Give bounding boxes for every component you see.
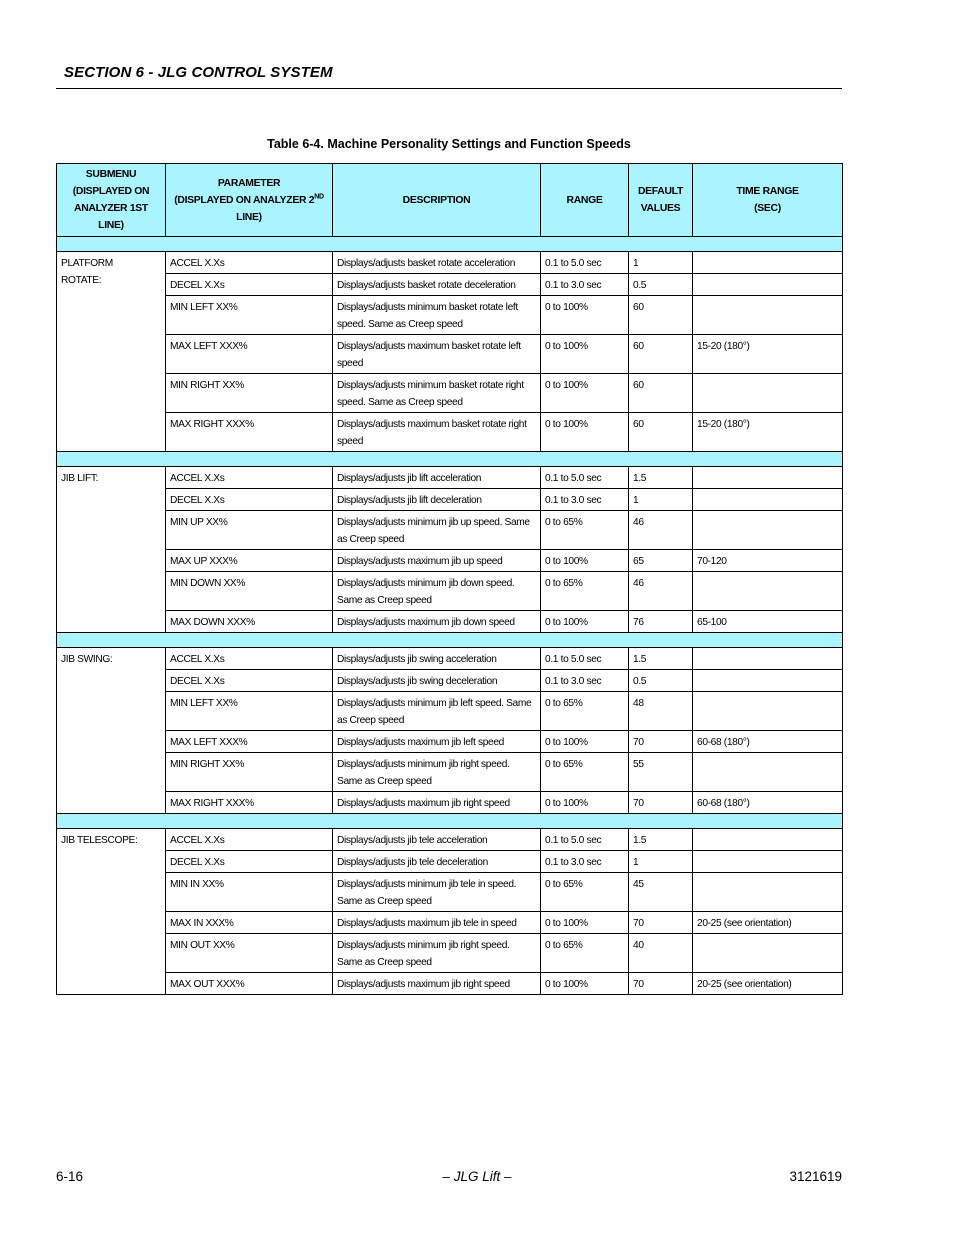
range-cell: 0 to 100% <box>541 912 629 934</box>
table-row <box>57 873 843 912</box>
table-title: Table 6-4. Machine Personality Settings and Function Speeds <box>267 137 631 151</box>
range-cell: 0.1 to 5.0 sec <box>541 252 629 274</box>
parameter-cell: MIN OUT XX% <box>166 934 333 973</box>
range-cell: 0 to 100% <box>541 611 629 633</box>
parameter-cell: MIN RIGHT XX% <box>166 374 333 413</box>
time-range-cell <box>693 489 843 511</box>
column-header-line: LINE) <box>236 211 262 223</box>
description-cell: Displays/adjusts jib tele acceleration <box>333 829 541 851</box>
group-separator-cell <box>57 633 843 648</box>
range-cell: 0 to 100% <box>541 550 629 572</box>
column-header-default <box>629 164 693 237</box>
default-value-cell: 46 <box>629 572 693 611</box>
column-header-line: (SEC) <box>754 203 781 214</box>
default-value-cell: 65 <box>629 550 693 572</box>
parameter-cell: DECEL X.Xs <box>166 851 333 873</box>
description-cell: Displays/adjusts jib tele deceleration <box>333 851 541 873</box>
description-cell: Displays/adjusts maximum basket rotate left speed <box>333 335 541 374</box>
column-header-description: DESCRIPTION <box>333 164 541 237</box>
default-value-cell: 60 <box>629 413 693 452</box>
range-cell: 0 to 100% <box>541 335 629 374</box>
description-cell: Displays/adjusts maximum jib tele in speed <box>333 912 541 934</box>
parameter-cell: DECEL X.Xs <box>166 670 333 692</box>
description-cell: Displays/adjusts minimum jib right speed. Same as Creep speed <box>333 753 541 792</box>
table-header-row <box>57 164 843 237</box>
submenu-cell <box>57 467 166 633</box>
table-row <box>57 670 843 692</box>
default-value-cell: 1 <box>629 489 693 511</box>
default-value-cell: 0.5 <box>629 274 693 296</box>
parameter-cell: MAX RIGHT XXX% <box>166 413 333 452</box>
table-row <box>57 973 843 995</box>
page-number: 6-16 <box>56 1169 84 1184</box>
default-value-cell: 70 <box>629 912 693 934</box>
range-cell: 0 to 100% <box>541 296 629 335</box>
parameter-cell: MIN IN XX% <box>166 873 333 912</box>
time-range-cell <box>693 873 843 912</box>
submenu-cell <box>57 648 166 814</box>
time-range-cell <box>693 934 843 973</box>
default-value-cell: 70 <box>629 973 693 995</box>
group-separator-row <box>57 633 843 648</box>
parameter-cell: DECEL X.Xs <box>166 489 333 511</box>
default-value-cell: 1.5 <box>629 829 693 851</box>
parameter-cell: DECEL X.Xs <box>166 274 333 296</box>
parameter-cell: MIN LEFT XX% <box>166 692 333 731</box>
range-cell: 0 to 100% <box>541 374 629 413</box>
group-separator-cell <box>57 452 843 467</box>
table-row <box>57 851 843 873</box>
range-cell: 0 to 65% <box>541 511 629 550</box>
table-row <box>57 489 843 511</box>
footer-brand: – JLG Lift – <box>442 1169 512 1184</box>
parameter-cell: MIN DOWN XX% <box>166 572 333 611</box>
parameter-cell: MAX IN XXX% <box>166 912 333 934</box>
range-cell: 0 to 65% <box>541 753 629 792</box>
table-row <box>57 550 843 572</box>
description-cell: Displays/adjusts maximum jib right speed <box>333 792 541 814</box>
default-value-cell: 60 <box>629 335 693 374</box>
description-cell: Displays/adjusts maximum jib up speed <box>333 550 541 572</box>
column-header-line: (DISPLAYED ON ANALYZER 2 <box>174 194 315 206</box>
parameter-cell: MIN UP XX% <box>166 511 333 550</box>
description-cell: Displays/adjusts minimum jib left speed. Same as Creep speed <box>333 692 541 731</box>
time-range-cell <box>693 374 843 413</box>
table-row <box>57 296 843 335</box>
group-separator-cell <box>57 814 843 829</box>
parameter-cell: MAX OUT XXX% <box>166 973 333 995</box>
table-row <box>57 467 843 489</box>
table-row <box>57 731 843 753</box>
range-cell: 0.1 to 3.0 sec <box>541 274 629 296</box>
range-cell: 0.1 to 5.0 sec <box>541 467 629 489</box>
parameter-cell: MAX UP XXX% <box>166 550 333 572</box>
description-cell: Displays/adjusts basket rotate deceleration <box>333 274 541 296</box>
column-header-line: TIME RANGE <box>736 186 799 197</box>
column-header-range: RANGE <box>541 164 629 237</box>
time-range-cell <box>693 274 843 296</box>
table-row <box>57 648 843 670</box>
table-row <box>57 912 843 934</box>
group-separator-row <box>57 814 843 829</box>
description-cell: Displays/adjusts minimum jib up speed. Same as Creep speed <box>333 511 541 550</box>
header-rule <box>56 88 842 89</box>
default-value-cell: 45 <box>629 873 693 912</box>
table-row <box>57 335 843 374</box>
superscript: ND <box>314 193 324 201</box>
description-cell: Displays/adjusts maximum basket rotate right speed <box>333 413 541 452</box>
submenu-cell <box>57 252 166 452</box>
time-range-cell <box>693 670 843 692</box>
time-range-cell <box>693 829 843 851</box>
table-row <box>57 413 843 452</box>
range-cell: 0.1 to 5.0 sec <box>541 829 629 851</box>
description-cell: Displays/adjusts minimum jib tele in speed. Same as Creep speed <box>333 873 541 912</box>
parameter-cell: MAX LEFT XXX% <box>166 731 333 753</box>
table-row <box>57 792 843 814</box>
description-cell: Displays/adjusts maximum jib right speed <box>333 973 541 995</box>
time-range-cell <box>693 753 843 792</box>
default-value-cell: 60 <box>629 374 693 413</box>
default-value-cell: 70 <box>629 731 693 753</box>
column-header-line: (DISPLAYED ON <box>72 186 150 197</box>
default-value-cell: 55 <box>629 753 693 792</box>
range-cell: 0 to 65% <box>541 692 629 731</box>
time-range-cell <box>693 692 843 731</box>
table-row <box>57 511 843 550</box>
description-cell: Displays/adjusts minimum jib right speed. Same as Creep speed <box>333 934 541 973</box>
time-range-cell <box>693 851 843 873</box>
time-range-cell: 15-20 (180°) <box>693 335 843 374</box>
column-header-line: SUBMENU <box>85 169 137 180</box>
time-range-cell: 20-25 (see orientation) <box>693 912 843 934</box>
column-header-time-range <box>693 164 843 237</box>
description-cell: Displays/adjusts jib lift deceleration <box>333 489 541 511</box>
time-range-cell: 15-20 (180°) <box>693 413 843 452</box>
table-row <box>57 274 843 296</box>
range-cell: 0.1 to 3.0 sec <box>541 670 629 692</box>
default-value-cell: 40 <box>629 934 693 973</box>
description-cell: Displays/adjusts jib swing deceleration <box>333 670 541 692</box>
column-header-line: DEFAULT <box>637 186 684 197</box>
description-cell: Displays/adjusts minimum basket rotate left speed. Same as Creep speed <box>333 296 541 335</box>
time-range-cell: 65-100 <box>693 611 843 633</box>
range-cell: 0 to 100% <box>541 731 629 753</box>
time-range-cell <box>693 252 843 274</box>
column-header-line: PARAMETER <box>217 177 281 189</box>
submenu-label: JIB LIFT: <box>61 473 99 484</box>
time-range-cell <box>693 572 843 611</box>
range-cell: 0.1 to 3.0 sec <box>541 851 629 873</box>
parameter-cell: MIN RIGHT XX% <box>166 753 333 792</box>
document-number: 3121619 <box>789 1169 842 1184</box>
column-header-parameter <box>166 164 333 237</box>
personality-settings-table <box>56 163 843 995</box>
parameter-cell: MAX DOWN XXX% <box>166 611 333 633</box>
default-value-cell: 0.5 <box>629 670 693 692</box>
description-cell: Displays/adjusts basket rotate acceleration <box>333 252 541 274</box>
default-value-cell: 1 <box>629 252 693 274</box>
submenu-label: PLATFORM <box>61 258 113 269</box>
table-row <box>57 829 843 851</box>
range-cell: 0 to 100% <box>541 413 629 452</box>
description-cell: Displays/adjusts minimum basket rotate right speed. Same as Creep speed <box>333 374 541 413</box>
table-body <box>57 237 843 995</box>
column-header-line: ANALYZER 1ST LINE) <box>74 203 148 231</box>
group-separator-row <box>57 237 843 252</box>
section-title: SECTION 6 - JLG CONTROL SYSTEM <box>64 64 333 81</box>
column-header-submenu <box>57 164 166 237</box>
range-cell: 0 to 65% <box>541 572 629 611</box>
submenu-label: JIB SWING: <box>61 654 113 665</box>
default-value-cell: 60 <box>629 296 693 335</box>
table-row <box>57 572 843 611</box>
description-cell: Displays/adjusts jib lift acceleration <box>333 467 541 489</box>
default-value-cell: 70 <box>629 792 693 814</box>
time-range-cell: 20-25 (see orientation) <box>693 973 843 995</box>
time-range-cell: 60-68 (180°) <box>693 792 843 814</box>
time-range-cell <box>693 296 843 335</box>
submenu-label: JIB TELESCOPE: <box>61 835 138 846</box>
submenu-label: ROTATE: <box>61 275 102 286</box>
parameter-cell: ACCEL X.Xs <box>166 648 333 670</box>
parameter-cell: MAX LEFT XXX% <box>166 335 333 374</box>
default-value-cell: 1.5 <box>629 648 693 670</box>
default-value-cell: 46 <box>629 511 693 550</box>
default-value-cell: 76 <box>629 611 693 633</box>
group-separator-row <box>57 452 843 467</box>
time-range-cell: 70-120 <box>693 550 843 572</box>
parameter-cell: ACCEL X.Xs <box>166 829 333 851</box>
parameter-cell: MIN LEFT XX% <box>166 296 333 335</box>
time-range-cell <box>693 511 843 550</box>
time-range-cell <box>693 648 843 670</box>
submenu-cell <box>57 829 166 995</box>
table-row <box>57 934 843 973</box>
range-cell: 0 to 100% <box>541 792 629 814</box>
range-cell: 0.1 to 5.0 sec <box>541 648 629 670</box>
parameter-cell: ACCEL X.Xs <box>166 467 333 489</box>
range-cell: 0 to 65% <box>541 873 629 912</box>
table-row <box>57 753 843 792</box>
range-cell: 0 to 65% <box>541 934 629 973</box>
range-cell: 0.1 to 3.0 sec <box>541 489 629 511</box>
table-row <box>57 252 843 274</box>
description-cell: Displays/adjusts minimum jib down speed. Same as Creep speed <box>333 572 541 611</box>
parameter-cell: ACCEL X.Xs <box>166 252 333 274</box>
time-range-cell <box>693 467 843 489</box>
time-range-cell: 60-68 (180°) <box>693 731 843 753</box>
group-separator-cell <box>57 237 843 252</box>
description-cell: Displays/adjusts jib swing acceleration <box>333 648 541 670</box>
description-cell: Displays/adjusts maximum jib down speed <box>333 611 541 633</box>
default-value-cell: 1.5 <box>629 467 693 489</box>
column-header-line: VALUES <box>640 203 681 214</box>
default-value-cell: 1 <box>629 851 693 873</box>
table-row <box>57 374 843 413</box>
parameter-cell: MAX RIGHT XXX% <box>166 792 333 814</box>
table-row <box>57 611 843 633</box>
default-value-cell: 48 <box>629 692 693 731</box>
range-cell: 0 to 100% <box>541 973 629 995</box>
table-row <box>57 692 843 731</box>
description-cell: Displays/adjusts maximum jib left speed <box>333 731 541 753</box>
